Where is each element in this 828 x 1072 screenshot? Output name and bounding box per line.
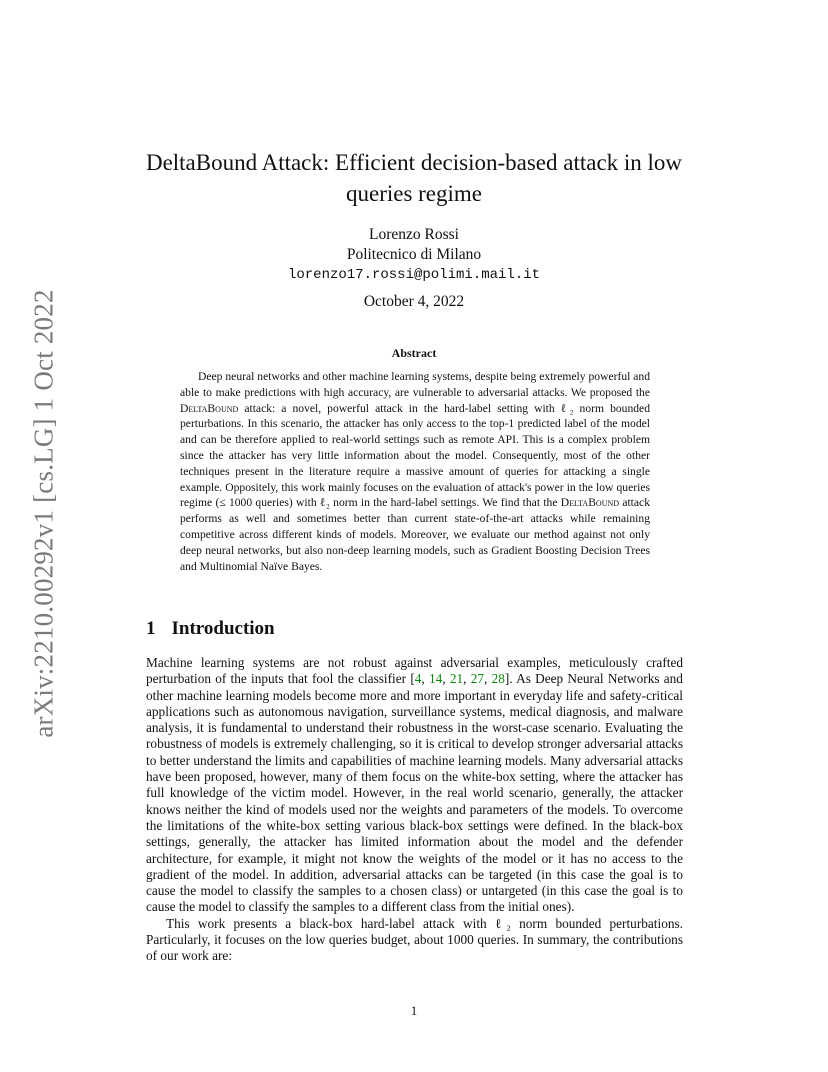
author-name: Lorenzo Rossi bbox=[369, 226, 459, 243]
intro-paragraph-2: This work presents a black-box hard-label attack with ℓ₂ norm bounded perturbations. Particularly, it focuses on the low queries budget, about 1000 queries. In summary, the contributions of our work are: bbox=[146, 915, 683, 964]
arxiv-identifier-text: arXiv:2210.00292v1 [cs.LG] 1 Oct 2022 bbox=[28, 288, 59, 738]
citation-link[interactable]: 4 bbox=[414, 671, 422, 687]
intro-paragraph-1: Machine learning systems are not robust against adversarial examples, meticulously crafted perturbation of the inputs that fool the classifier [4, 14, 21, 27, 28]. As Deep Neural Networks and other machine learning models become more and more important in everyday life and safety-critical applications such as autonomous navigation, surveillance systems, medical diagnosis, and malware analysis, it is fundamental to understand their robustness in the worst-case scenario. Evaluating the robustness of models is extremely challenging, so it is critical to develop stronger adversarial attacks to better understand the limits and capabilities of machine learning models. Many adversarial attacks have been proposed, however, many of them focus on the white-box setting, where the attacker has full knowledge of the victim model. However, in the real world scenario, generally, the attacker knows neither the kind of models used nor the weights and parameters of the models. To overcome the limitations of the white-box setting various black-box settings were defined. In the black-box settings, generally, the attacker has limited information about the model and the defender architecture, for example, it might not know the weights of the model or it has no access to the gradient of the model. In addition, adversarial attacks can be targeted (in this case the goal is to cause the model to classify the samples to a chosen class) or untargeted (in this case the goal is to cause the model to classify the samples to a different class from the initial ones). bbox=[146, 655, 683, 915]
section-number: 1 bbox=[146, 618, 156, 639]
page-number: 1 bbox=[410, 1003, 418, 1018]
citation-link[interactable]: 28 bbox=[491, 671, 505, 687]
intro-p1-start: Machine learning systems are not robust against adversarial examples, meticulously crafted perturbation of the inputs that fool the classifier [ bbox=[146, 655, 683, 687]
citation-link[interactable]: 21 bbox=[449, 671, 464, 687]
abstract-part-3: attack performs as well and sometimes better than current state-of-the-art attacks while remaining competitive across different kinds of models. Moreover, we evaluate our method against not only deep neural networks, but also non-deep learning models, such as Gradient Boosting Decision Trees and Multinomial Naïve Bayes. bbox=[180, 496, 650, 573]
citation-link[interactable]: 14 bbox=[428, 671, 443, 687]
author-affiliation: Politecnico di Milano bbox=[346, 246, 482, 263]
section-heading bbox=[146, 618, 275, 640]
abstract-heading: Abstract bbox=[391, 346, 437, 360]
citation-link[interactable]: 27 bbox=[470, 671, 484, 687]
author-email: lorenzo17.rossi@polimi.mail.it bbox=[287, 267, 541, 283]
attack-name: DeltaBound bbox=[180, 401, 239, 415]
paper-date: October 4, 2022 bbox=[363, 293, 465, 310]
section-title-text: Introduction bbox=[171, 618, 275, 639]
abstract-text bbox=[180, 369, 650, 574]
intro-p1-rest: ]. As Deep Neural Networks and other machine learning models become more and more important in everyday life and safety-critical applications such as autonomous navigation, surveillance systems, medical diagnosis, and malware analysis, it is fundamental to understand their robustness in the worst-case scenario. Evaluating the robustness of models is extremely challenging, so it is critical to develop stronger adversarial attacks to better understand the limits and capabilities of machine learning models. Many adversarial attacks have been proposed, however, many of them focus on the white-box setting, where the attacker has full knowledge of the victim model. However, in the real world scenario, generally, the attacker knows neither the kind of models used nor the weights and parameters of the models. To overcome the limitations of the white-box setting various black-box settings were defined. In the black-box settings, generally, the attacker has limited information about the model and the defender architecture, for example, it might not know the weights of the model or it has no access to the gradient of the model. In addition, adversarial attacks can be targeted (in this case the goal is to cause the model to classify the samples to a chosen class) or untargeted (in this case the goal is to cause the model to classify the samples to a different class from the initial ones). bbox=[146, 671, 683, 915]
introduction-body bbox=[146, 655, 683, 965]
arxiv-identifier-stamp bbox=[28, 288, 60, 738]
abstract-part-2: attack: a novel, powerful attack in the hard-label setting with ℓ₂ norm bounded perturbations. In this scenario, the attacker has only access to the top-1 predicted label of the model and can be therefore applied to real-world settings such as remote API. This is a complex problem since the attacker has very little information about the model. Consequently, most of the other techniques present in the literature require a massive amount of queries for attacking a single example. Oppositely, this work mainly focuses on the evaluation of attack's power in the low queries regime (≤ 1000 queries) with ℓ₂ norm in the hard-label settings. We find that the bbox=[180, 401, 650, 510]
abstract-part-1: Deep neural networks and other machine learning systems, despite being extremely powerful and able to make predictions with high accuracy, are vulnerable to adversarial attacks. We proposed the bbox=[180, 370, 650, 399]
author-block bbox=[145, 225, 683, 285]
attack-name: DeltaBound bbox=[560, 496, 620, 510]
paper-title: DeltaBound Attack: Efficient decision-based attack in low queries regime bbox=[145, 150, 683, 206]
